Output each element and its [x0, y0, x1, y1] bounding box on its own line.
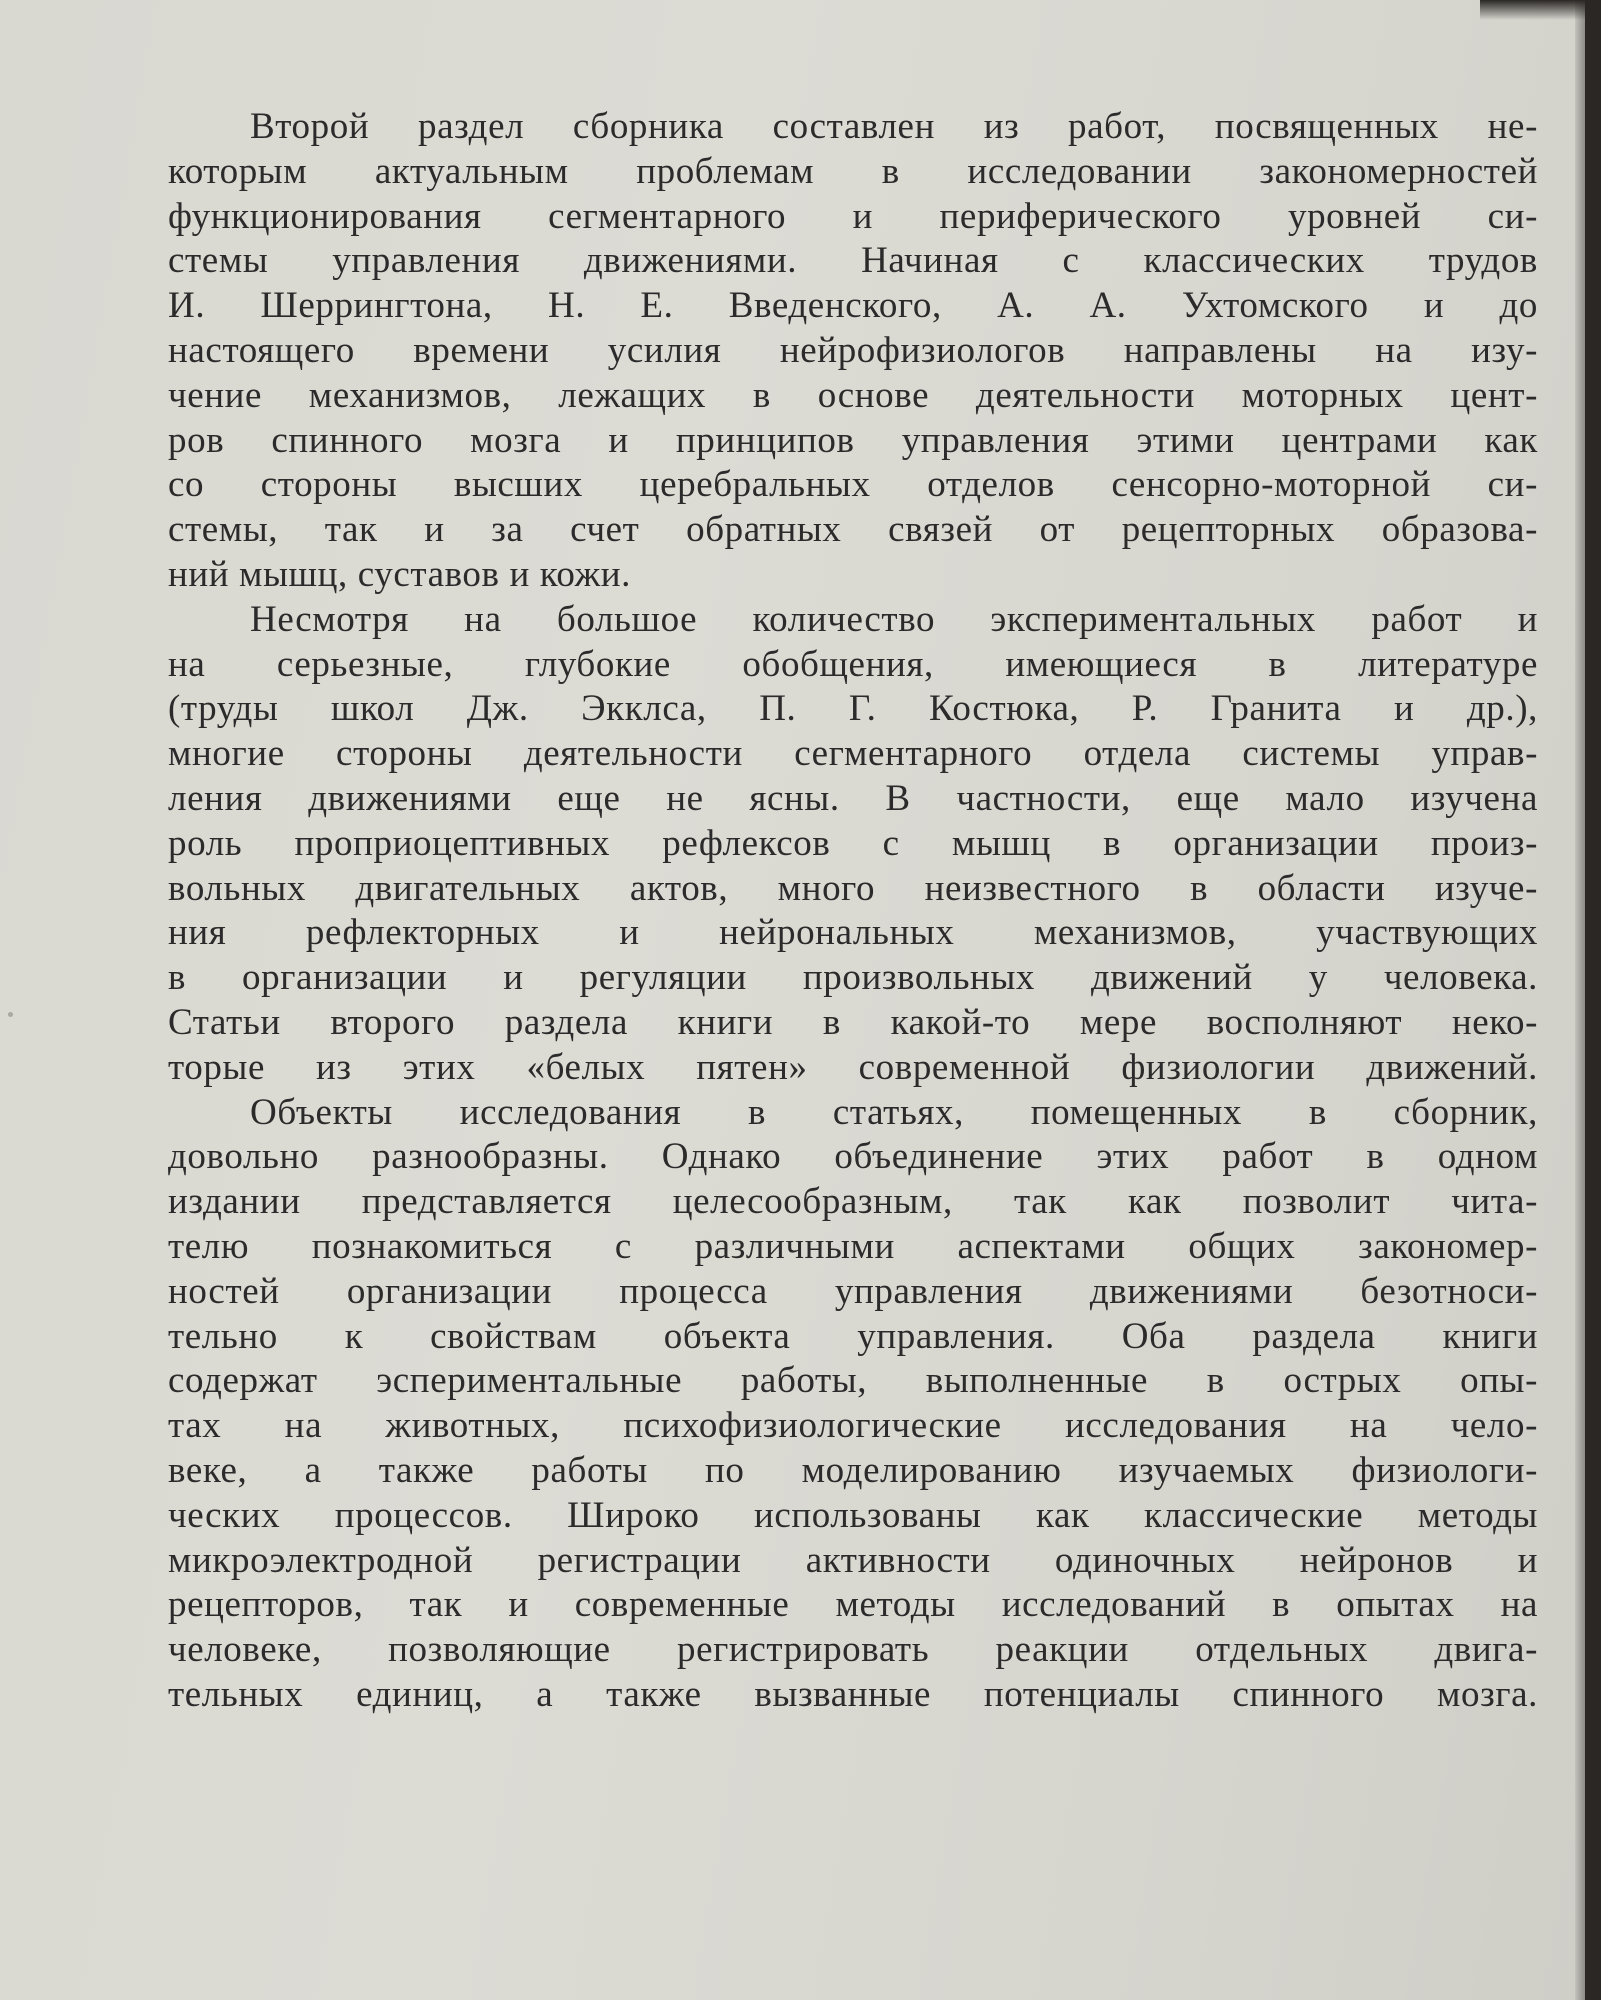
paragraph-2 — [168, 598, 1538, 1091]
text-line: издании представляется целесообразным, так как позволит чита- — [168, 1181, 1538, 1223]
text-line: ров спинного мозга и принципов управления этими центрами как — [168, 419, 1538, 461]
text-line: в организации и регуляции произвольных движений у человека. — [168, 957, 1538, 999]
text-line: веке, а также работы по моделированию изучаемых физиологи- — [168, 1449, 1538, 1491]
text-line: Несмотря на большое количество экспериментальных работ и — [250, 598, 1538, 640]
text-line: на серьезные, глубокие обобщения, имеющиеся в литературе — [168, 643, 1538, 685]
text-line: ний мышц, суставов и кожи. — [168, 553, 631, 595]
book-cover-shadow — [1480, 0, 1601, 20]
text-line: стемы, так и за счет обратных связей от рецепторных образова- — [168, 509, 1538, 551]
text-line: содержат эспериментальные работы, выполненные в острых опы- — [168, 1360, 1538, 1402]
text-line: тельно к свойствам объекта управления. Оба раздела книги — [168, 1315, 1538, 1357]
text-line: Статьи второго раздела книги в какой-то мере восполняют неко- — [168, 1001, 1538, 1043]
text-line: многие стороны деятельности сегментарного отдела системы управ- — [168, 733, 1538, 775]
text-line: (труды школ Дж. Экклса, П. Г. Костюка, Р. Гранита и др.), — [168, 688, 1538, 730]
text-line: со стороны высших церебральных отделов сенсорно-моторной си- — [168, 464, 1538, 506]
text-line: ления движениями еще не ясны. В частности, еще мало изучена — [168, 777, 1538, 819]
text-line: тельных единиц, а также вызванные потенциалы спинного мозга. — [168, 1673, 1538, 1715]
text-line: Второй раздел сборника составлен из работ, посвященных не- — [250, 106, 1538, 147]
text-line: которым актуальным проблемам в исследовании закономерностей — [168, 150, 1538, 192]
text-line: тах на животных, психофизиологические исследования на чело- — [168, 1405, 1538, 1447]
page-speck — [8, 1012, 13, 1017]
text-line: микроэлектродной регистрации активности одиночных нейронов и — [168, 1539, 1538, 1581]
text-line: ческих процессов. Широко использованы как классические методы — [168, 1494, 1538, 1536]
paragraph-1 — [168, 105, 1538, 598]
text-line: настоящего времени усилия нейрофизиологов направлены на изу- — [168, 329, 1538, 371]
text-line: торые из этих «белых пятен» современной физиологии движений. — [168, 1046, 1538, 1088]
text-line: ния рефлекторных и нейрональных механизмов, участвующих — [168, 912, 1538, 954]
text-line: И. Шеррингтона, Н. Е. Введенского, А. А. Ухтомского и до — [168, 285, 1538, 327]
text-line: телю познакомиться с различными аспектами общих закономер- — [168, 1225, 1538, 1267]
page-edge — [1575, 0, 1585, 2000]
text-line: функционирования сегментарного и периферического уровней си- — [168, 195, 1538, 237]
text-line: довольно разнообразны. Однако объединение этих работ в одном — [168, 1136, 1538, 1178]
text-line: стемы управления движениями. Начиная с классических трудов — [168, 240, 1538, 282]
paragraph-3 — [168, 1091, 1538, 1718]
text-line: вольных двигательных актов, много неизвестного в области изуче- — [168, 867, 1538, 909]
text-line: роль проприоцептивных рефлексов с мышц в организации произ- — [168, 822, 1538, 864]
text-line: ностей организации процесса управления движениями безотноси- — [168, 1270, 1538, 1312]
body-text — [168, 105, 1538, 1718]
text-line: чение механизмов, лежащих в основе деятельности моторных цент- — [168, 374, 1538, 416]
text-line: Объекты исследования в статьях, помещенных в сборник, — [250, 1091, 1538, 1133]
text-line: человеке, позволяющие регистрировать реакции отдельных двига- — [168, 1629, 1538, 1671]
text-line: рецепторов, так и современные методы исследований в опытах на — [168, 1584, 1538, 1626]
